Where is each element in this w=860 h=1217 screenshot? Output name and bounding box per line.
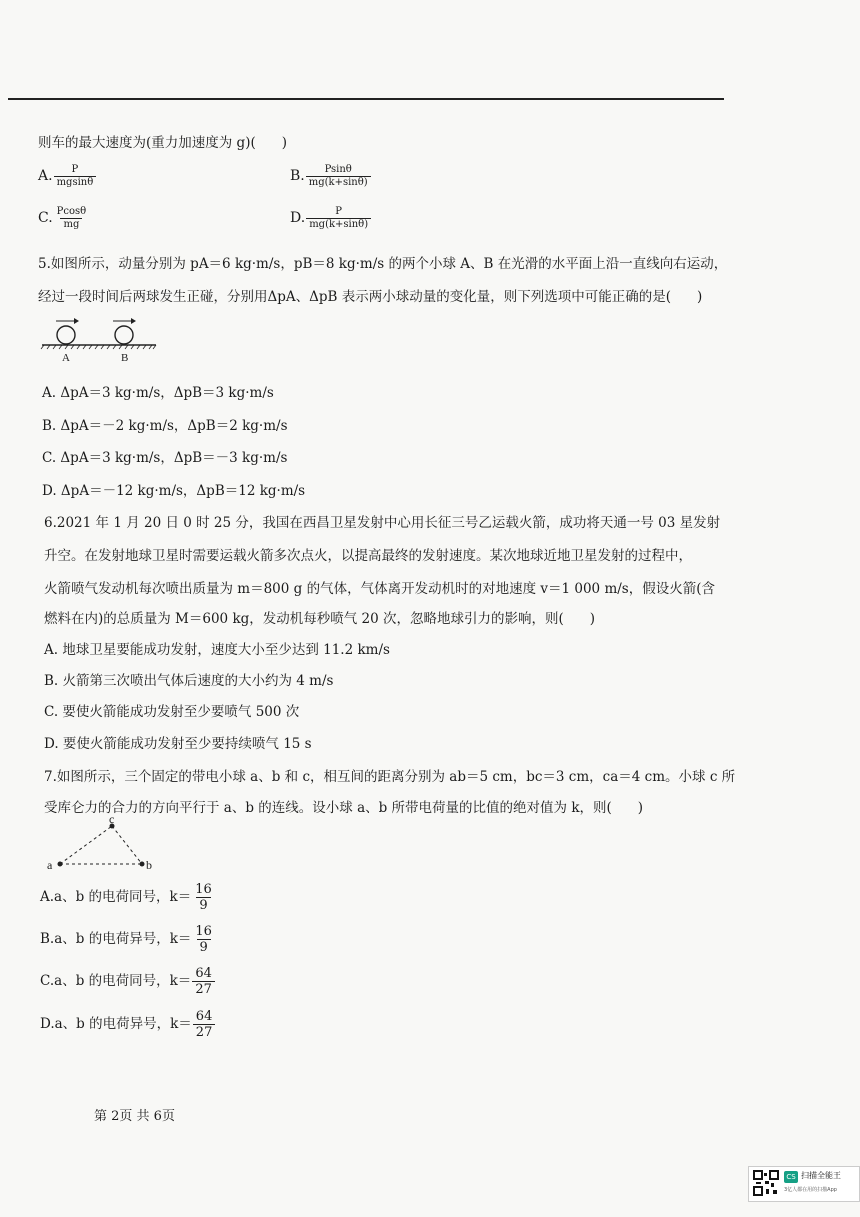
arrow-a-icon xyxy=(56,318,79,324)
scanner-subtitle: 3亿人都在用的扫描App xyxy=(784,1187,837,1193)
q7-option-a: A.a、b 的电荷同号，k＝ $\frac{16}{9}$ xyxy=(40,882,212,913)
fig-label-b: B xyxy=(121,352,129,364)
q4-option-b: B. $\frac{Psin\theta}{mg(k+\sin\theta)}$ xyxy=(290,164,371,189)
segment-cb xyxy=(112,826,142,864)
q5-option-b: B. ΔpA＝－2 kg·m/s，ΔpB＝2 kg·m/s xyxy=(42,418,288,434)
q6-stem-line2: 升空。在发射地球卫星时需要运载火箭多次点火，以提高最终的发射速度。某次地球近地卫星发射的过程中， xyxy=(44,548,692,564)
scanner-logo: CS xyxy=(784,1171,798,1183)
page-number: 第 2页 共 6页 xyxy=(94,1109,175,1124)
q5-stem-line1: 5.如图所示，动量分别为 pA＝6 kg·m/s，pB＝8 kg·m/s 的两个小球 A、B 在光滑的水平面上沿一直线向右运动， xyxy=(38,256,728,272)
q4-option-a: A. $\frac{P}{mgsin\theta}$ xyxy=(38,164,96,189)
q6-option-d: D. 要使火箭能成功发射至少要持续喷气 15 s xyxy=(44,736,312,752)
q7-option-b: B.a、b 的电荷异号，k＝ $\frac{16}{9}$ xyxy=(40,924,212,955)
q6-stem-line1: 6.2021 年 1 月 20 日 0 时 25 分，我国在西昌卫星发射中心用长征三号乙运载火箭，成功将天通一号 03 星发射 xyxy=(44,515,721,531)
q5-option-a: A. ΔpA＝3 kg·m/s，ΔpB＝3 kg·m/s xyxy=(42,385,274,401)
q6-stem-line4: 燃料在内)的总质量为 M＝600 kg，发动机每秒喷气 20 次，忽略地球引力的影响，则( ) xyxy=(44,611,596,627)
ball-a-icon xyxy=(57,326,75,344)
qr-code-icon xyxy=(753,1170,779,1196)
q4-option-c: C. $\frac{Pcos\theta}{mg}$ xyxy=(38,206,87,230)
fig-label-a: A xyxy=(62,352,70,364)
q6-option-a: A. 地球卫星要能成功发射，速度大小至少达到 11.2 km/s xyxy=(44,642,390,658)
arrow-b-icon xyxy=(113,318,136,324)
q4-option-d: D. $\frac{P}{mg(k+\sin\theta)}$ xyxy=(290,206,371,231)
q6-option-c: C. 要使火箭能成功发射至少要喷气 500 次 xyxy=(44,704,300,720)
q6-option-b: B. 火箭第三次喷出气体后速度的大小约为 4 m/s xyxy=(44,673,334,689)
q7-stem-line2: 受库仑力的合力的方向平行于 a、b 的连线。设小球 a、b 所带电荷量的比值的绝对值为 k，则( ) xyxy=(44,800,644,816)
fig-label-c: c xyxy=(109,812,115,826)
scanner-title: 扫描全能王 xyxy=(801,1171,841,1180)
q7-option-c: C.a、b 的电荷同号，k＝ $\frac{64}{27}$ xyxy=(40,966,215,997)
scanner-watermark xyxy=(748,1166,860,1202)
ball-b-icon xyxy=(115,326,133,344)
header-rule xyxy=(8,98,724,100)
q6-stem-line3: 火箭喷气发动机每次喷出质量为 m＝800 g 的气体，气体离开发动机时的对地速度 v＝1 000 m/s，假设火箭(含 xyxy=(44,581,715,597)
q5-stem-line2: 经过一段时间后两球发生正碰，分别用ΔpA、ΔpB 表示两小球动量的变化量，则下列选项中可能正确的是( ) xyxy=(38,289,703,305)
q4-stem: 则车的最大速度为(重力加速度为 g)( ) xyxy=(38,135,288,151)
segment-ac xyxy=(60,826,112,864)
q7-stem-line1: 7.如图所示，三个固定的带电小球 a、b 和 c，相互间的距离分别为 ab＝5 cm，bc＝3 cm，ca＝4 cm。小球 c 所 xyxy=(44,769,736,785)
q5-option-d: D. ΔpA＝－12 kg·m/s，ΔpB＝12 kg·m/s xyxy=(42,483,306,499)
q7-option-d: D.a、b 的电荷异号，k＝ $\frac{64}{27}$ xyxy=(40,1009,215,1040)
fig-label-b: b xyxy=(146,858,152,872)
charge-b-icon xyxy=(140,862,145,867)
fig-label-a: a xyxy=(47,858,53,872)
q5-figure xyxy=(38,318,168,368)
q7-figure xyxy=(40,812,170,874)
charge-a-icon xyxy=(58,862,63,867)
q5-option-c: C. ΔpA＝3 kg·m/s，ΔpB＝－3 kg·m/s xyxy=(42,450,288,466)
